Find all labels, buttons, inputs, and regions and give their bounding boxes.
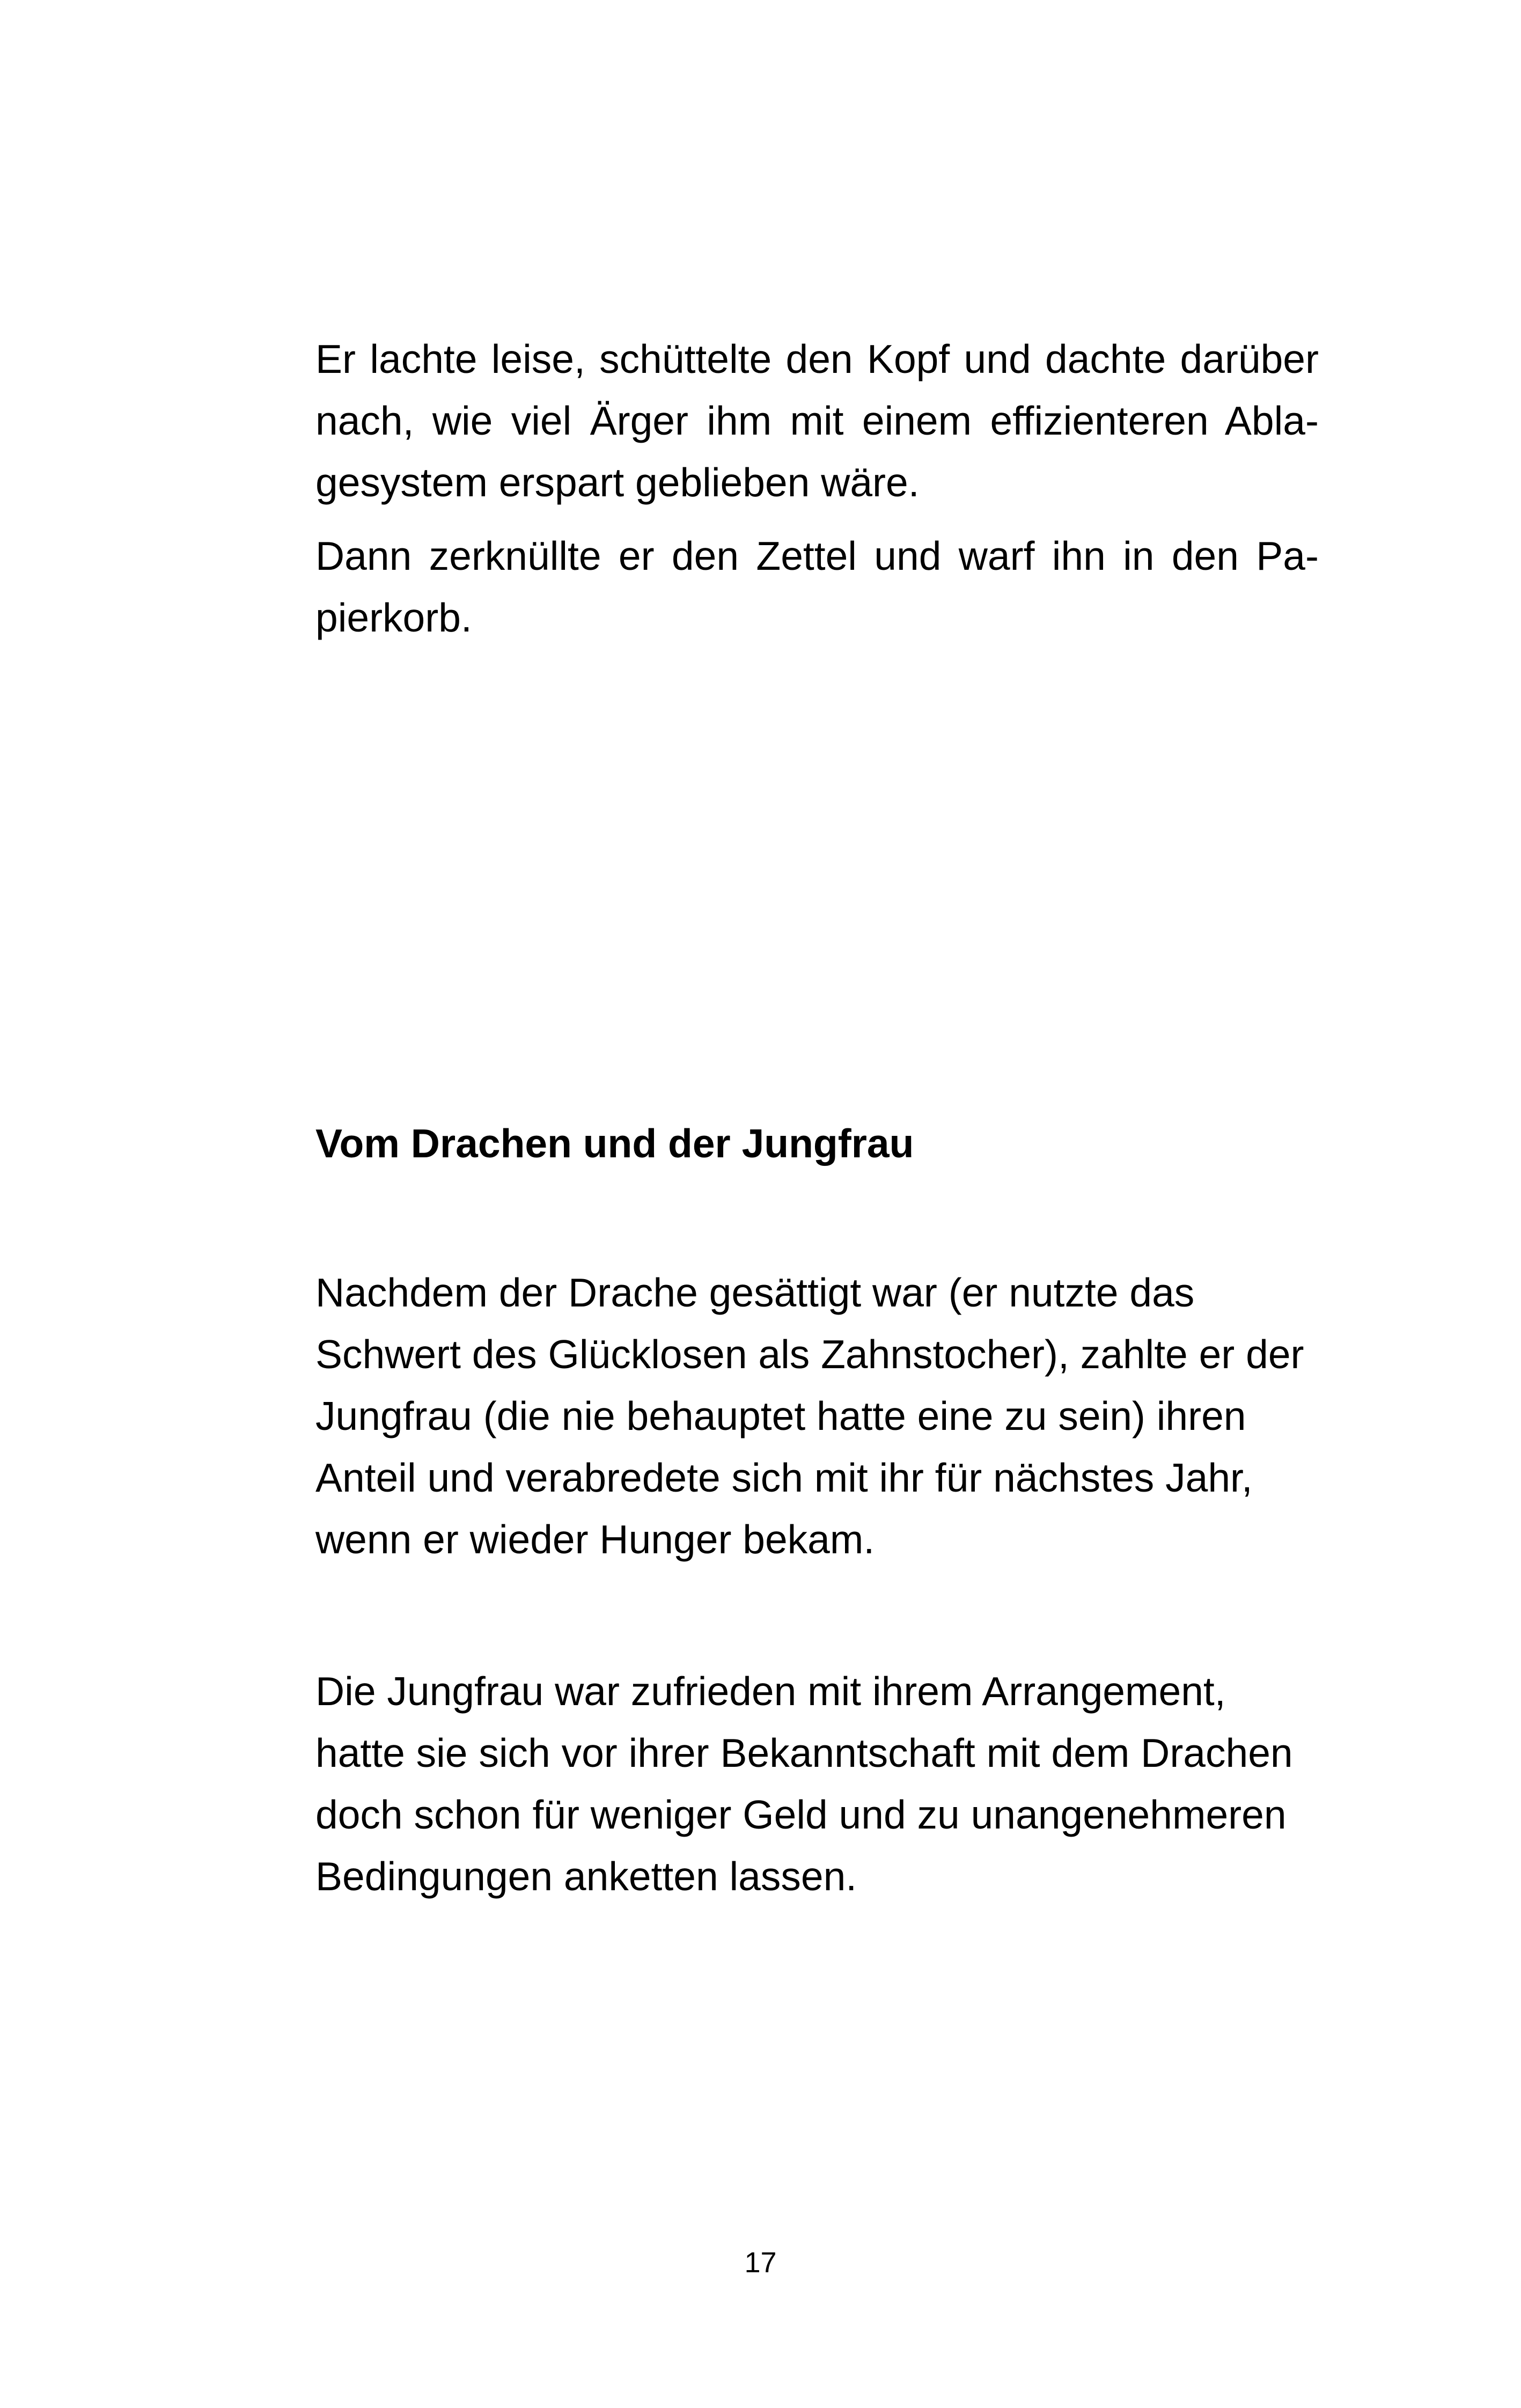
paragraph-3-line-3: Jungfrau (die nie behauptet hatte eine zu sein) ihren xyxy=(315,1393,1246,1438)
page-number: 17 xyxy=(744,2247,777,2279)
paragraph-4-line-2: hatte sie sich vor ihrer Bekanntschaft mit dem Drachen xyxy=(315,1730,1293,1775)
paragraph-4-line-4: Bedingungen anketten lassen. xyxy=(315,1854,857,1899)
paragraph-2-line-1: Dann zerknüllte er den Zettel und warf ihn in den Pa- xyxy=(315,533,1319,578)
paragraph-1-line-1: Er lachte leise, schüttelte den Kopf und dachte darüber xyxy=(315,336,1319,381)
paragraph-4-line-3: doch schon für weniger Geld und zu unangenehmeren xyxy=(315,1792,1287,1837)
paragraph-1-line-2: nach, wie viel Ärger ihm mit einem effizienteren Abla- xyxy=(315,398,1319,443)
paragraph-3-line-2: Schwert des Glücklosen als Zahnstocher), zahlte er der xyxy=(315,1332,1304,1377)
paragraph-2-line-2: pierkorb. xyxy=(315,595,472,640)
paragraph-4-line-1: Die Jungfrau war zufrieden mit ihrem Arrangement, xyxy=(315,1669,1226,1714)
paragraph-1 xyxy=(315,328,1319,513)
paragraph-3-line-1: Nachdem der Drache gesättigt war (er nutzte das xyxy=(315,1270,1195,1315)
paragraph-1-line-3: gesystem erspart geblieben wäre. xyxy=(315,460,920,505)
paragraph-3-line-4: Anteil und verabredete sich mit ihr für nächstes Jahr, xyxy=(315,1455,1253,1500)
paragraph-4 xyxy=(315,1661,1319,1907)
section-heading: Vom Drachen und der Jungfrau xyxy=(315,1121,914,1166)
paragraph-2 xyxy=(315,525,1319,649)
paragraph-3 xyxy=(315,1262,1319,1570)
paragraph-3-line-5: wenn er wieder Hunger bekam. xyxy=(315,1517,875,1562)
